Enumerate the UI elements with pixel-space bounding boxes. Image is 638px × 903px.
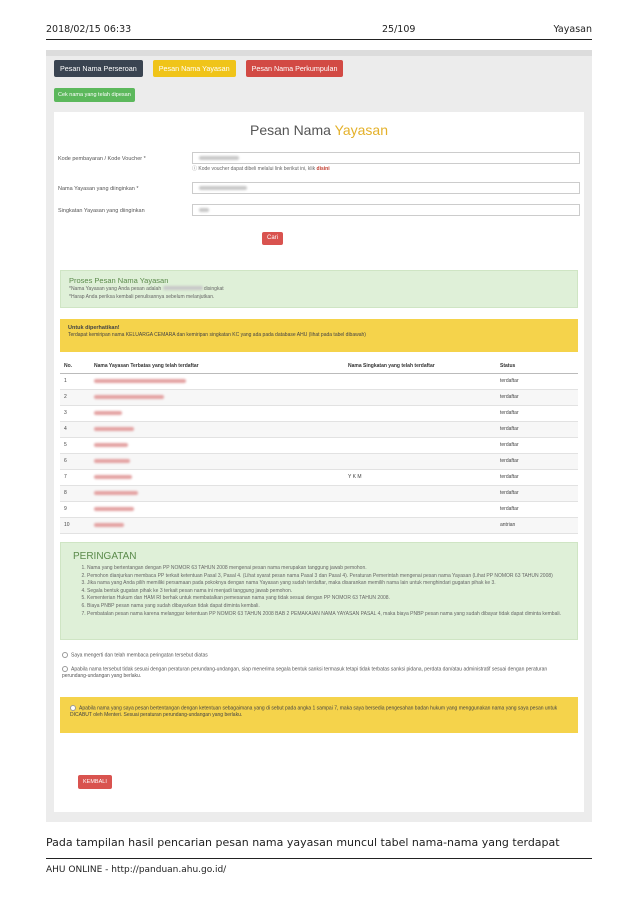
table-row xyxy=(60,437,578,453)
cell-status: terdaftar xyxy=(496,373,578,389)
table-row xyxy=(60,501,578,517)
cell-status: terdaftar xyxy=(496,389,578,405)
table-row xyxy=(60,517,578,533)
col-header-no: No. xyxy=(60,360,90,373)
search-button[interactable]: Cari xyxy=(262,232,283,245)
col-header-status: Status xyxy=(496,360,578,373)
warning-item: 1. Nama yang bertentangan dengan PP NOMOR 63 TAHUN 2008 mengenai pesan nama merupakan tanggung jawab pemohon. xyxy=(87,565,565,573)
cell-name xyxy=(90,405,344,421)
header-datetime: 2018/02/15 06:33 xyxy=(46,24,132,35)
check-reserved-name-button[interactable]: Cek nama yang telah dipesan xyxy=(54,88,135,102)
name-label: Nama Yayasan yang diinginkan * xyxy=(58,186,139,192)
tab-pesan-nama-perkumpulan[interactable]: Pesan Nama Perkumpulan xyxy=(246,60,344,77)
cell-no: 1 xyxy=(60,373,90,389)
cell-status: terdaftar xyxy=(496,485,578,501)
table-row xyxy=(60,405,578,421)
radio-3[interactable] xyxy=(70,705,76,711)
col-header-abbr: Nama Singkatan yang telah terdaftar xyxy=(344,360,496,373)
cell-abbr xyxy=(344,421,496,437)
cell-no: 7 xyxy=(60,469,90,485)
info-icon: ⓘ xyxy=(192,166,198,172)
cell-no: 9 xyxy=(60,501,90,517)
agree-check-1[interactable]: Saya mengerti dan telah membaca peringatan tersebut diatas xyxy=(62,652,572,658)
warning-item: 7. Pembatalan pesan nama karena melanggar ketentuan PP NOMOR 63 TAHUN 2008 BAB 2 PEMAKAIAN NAMA YAYASAN PASAL 4, maka biaya PNBP pesan nama yang sudah dibayar tidak dapat diminta kembali. xyxy=(87,611,565,619)
cell-name xyxy=(90,501,344,517)
process-heading: Proses Pesan Nama Yayasan xyxy=(69,276,169,285)
warning-item: 6. Biaya PNBP pesan nama yang sudah dibayarkan tidak dapat diminta kembali. xyxy=(87,603,565,611)
warning-item: 4. Segala bentuk gugatan pihak ke 3 terkait pesan nama ini menjadi tanggung jawab pemohon. xyxy=(87,588,565,596)
header-page-number: 25/109 xyxy=(382,24,416,35)
cell-name xyxy=(90,373,344,389)
cell-no: 6 xyxy=(60,453,90,469)
voucher-link[interactable]: disini xyxy=(316,166,330,172)
pdf-footer: AHU ONLINE - http://panduan.ahu.go.id/ xyxy=(46,858,592,875)
cell-status: terdaftar xyxy=(496,437,578,453)
cell-abbr xyxy=(344,437,496,453)
warning-item: 5. Kementerian Hukum dan HAM RI berhak untuk membatalkan pemesanan nama yang tidak sesuai dengan PP NOMOR 63 TAHUN 2008. xyxy=(87,595,565,603)
cell-abbr: Y K M xyxy=(344,469,496,485)
app-screenshot xyxy=(46,50,592,822)
table-row xyxy=(60,453,578,469)
table-row xyxy=(60,373,578,389)
notice-box xyxy=(60,319,578,352)
cell-no: 8 xyxy=(60,485,90,501)
page-title xyxy=(54,122,584,138)
cell-status: terdaftar xyxy=(496,421,578,437)
service-tabs xyxy=(54,60,343,77)
warning-box xyxy=(60,542,578,640)
cell-name xyxy=(90,437,344,453)
table-row xyxy=(60,485,578,501)
cell-no: 2 xyxy=(60,389,90,405)
agree-check-3[interactable]: Apabila nama yang saya pesan bertentangan dengan ketentuan sebagaimana yang di sebut pada angka 1 sampai 7, maka saya bersedia pengesahan badan hukum yang menggunakan nama yang saya pesan untuk DICABUT oleh Menteri. Sesuai peraturan perundang-undangan yang berlaku. xyxy=(70,705,558,719)
cell-name xyxy=(90,485,344,501)
cell-status: terdaftar xyxy=(496,501,578,517)
table-header-row xyxy=(60,360,578,373)
browser-topbar xyxy=(46,50,592,56)
cell-name xyxy=(90,517,344,533)
voucher-note-text: Kode voucher dapat dibeli melalui link berikut ini, klik xyxy=(198,166,316,172)
notice-text: Terdapat kemiripan nama KELUARGA CEMARA dan kemiripan singkatan KC yang ada pada database AHU (lihat pada tabel dibawah) xyxy=(68,332,366,338)
cell-abbr xyxy=(344,405,496,421)
title-accent: Yayasan xyxy=(334,122,389,138)
warning-heading: PERINGATAN xyxy=(73,551,137,562)
caption: Pada tampilan hasil pencarian pesan nama yayasan muncul tabel nama-nama yang terdapat xyxy=(46,836,560,849)
cell-name xyxy=(90,453,344,469)
abbr-label: Singkatan Yayasan yang diinginkan xyxy=(58,208,145,214)
voucher-note xyxy=(192,165,330,172)
cell-no: 3 xyxy=(60,405,90,421)
table-row xyxy=(60,421,578,437)
abbr-input[interactable] xyxy=(192,204,580,216)
cell-abbr xyxy=(344,485,496,501)
cell-status: terdaftar xyxy=(496,469,578,485)
cell-status: antrian xyxy=(496,517,578,533)
voucher-label: Kode pembayaran / Kode Voucher * xyxy=(58,156,146,162)
cell-status: terdaftar xyxy=(496,405,578,421)
radio-2[interactable] xyxy=(62,666,68,672)
process-line-1: *Nama Yayasan yang Anda pesan adalah disingkat xyxy=(69,286,224,292)
radio-1[interactable] xyxy=(62,652,68,658)
warning-item: 3. Jika nama yang Anda pilih memiliki persamaan pada pokoknya dengan nama Yayasan yang sudah terdaftar, maka disarankan memilih nama lain untuk menghindari gugatan pihak ke 3. xyxy=(87,580,565,588)
notice-heading: Untuk diperhatikan! xyxy=(68,325,120,331)
warning-item: 2. Pemohon dianjurkan membaca PP terkait ketentuan Pasal 3, Pasal 4. (Lihat syarat pesan nama Pasal 3 dan Pasal 4). Peraturan Pemerintah mengenai pesan nama Yayasan (Lihat PP NOMOR 63 TAHUN 2008) xyxy=(87,573,565,581)
header-section: Yayasan xyxy=(553,24,592,35)
cell-abbr xyxy=(344,453,496,469)
table-row xyxy=(60,469,578,485)
cell-abbr xyxy=(344,517,496,533)
main-panel xyxy=(54,112,584,812)
warning-list xyxy=(73,565,565,618)
voucher-input[interactable] xyxy=(192,152,580,164)
agree-check-3-box xyxy=(60,697,578,733)
cell-abbr xyxy=(344,501,496,517)
cell-no: 10 xyxy=(60,517,90,533)
table-row xyxy=(60,389,578,405)
cell-no: 5 xyxy=(60,437,90,453)
cell-no: 4 xyxy=(60,421,90,437)
agree-check-2[interactable]: Apabila nama tersebut tidak sesuai dengan peraturan perundang-undangan, siap menerima segala bentuk sanksi termasuk tetapi tidak terbatas sanksi pidana, perdata dan/atau administratif sesuai dengan peraturan perundang-undangan yang berlaku. xyxy=(62,666,548,680)
cell-abbr xyxy=(344,373,496,389)
pdf-header xyxy=(46,22,592,40)
tab-pesan-nama-perseroan[interactable]: Pesan Nama Perseroan xyxy=(54,60,143,77)
cell-abbr xyxy=(344,389,496,405)
cell-status: terdaftar xyxy=(496,453,578,469)
cell-name xyxy=(90,389,344,405)
name-input[interactable] xyxy=(192,182,580,194)
process-line-2: *Harap Anda periksa kembali penulisannya sebelum melanjutkan. xyxy=(69,294,215,300)
col-header-name: Nama Yayasan Terbatas yang telah terdaftar xyxy=(90,360,344,373)
registered-names-table xyxy=(60,360,578,534)
cell-name xyxy=(90,469,344,485)
cell-name xyxy=(90,421,344,437)
title-main: Pesan Nama xyxy=(249,122,331,138)
process-box xyxy=(60,270,578,308)
tab-pesan-nama-yayasan[interactable]: Pesan Nama Yayasan xyxy=(153,60,236,77)
back-button[interactable]: KEMBALI xyxy=(78,775,112,789)
